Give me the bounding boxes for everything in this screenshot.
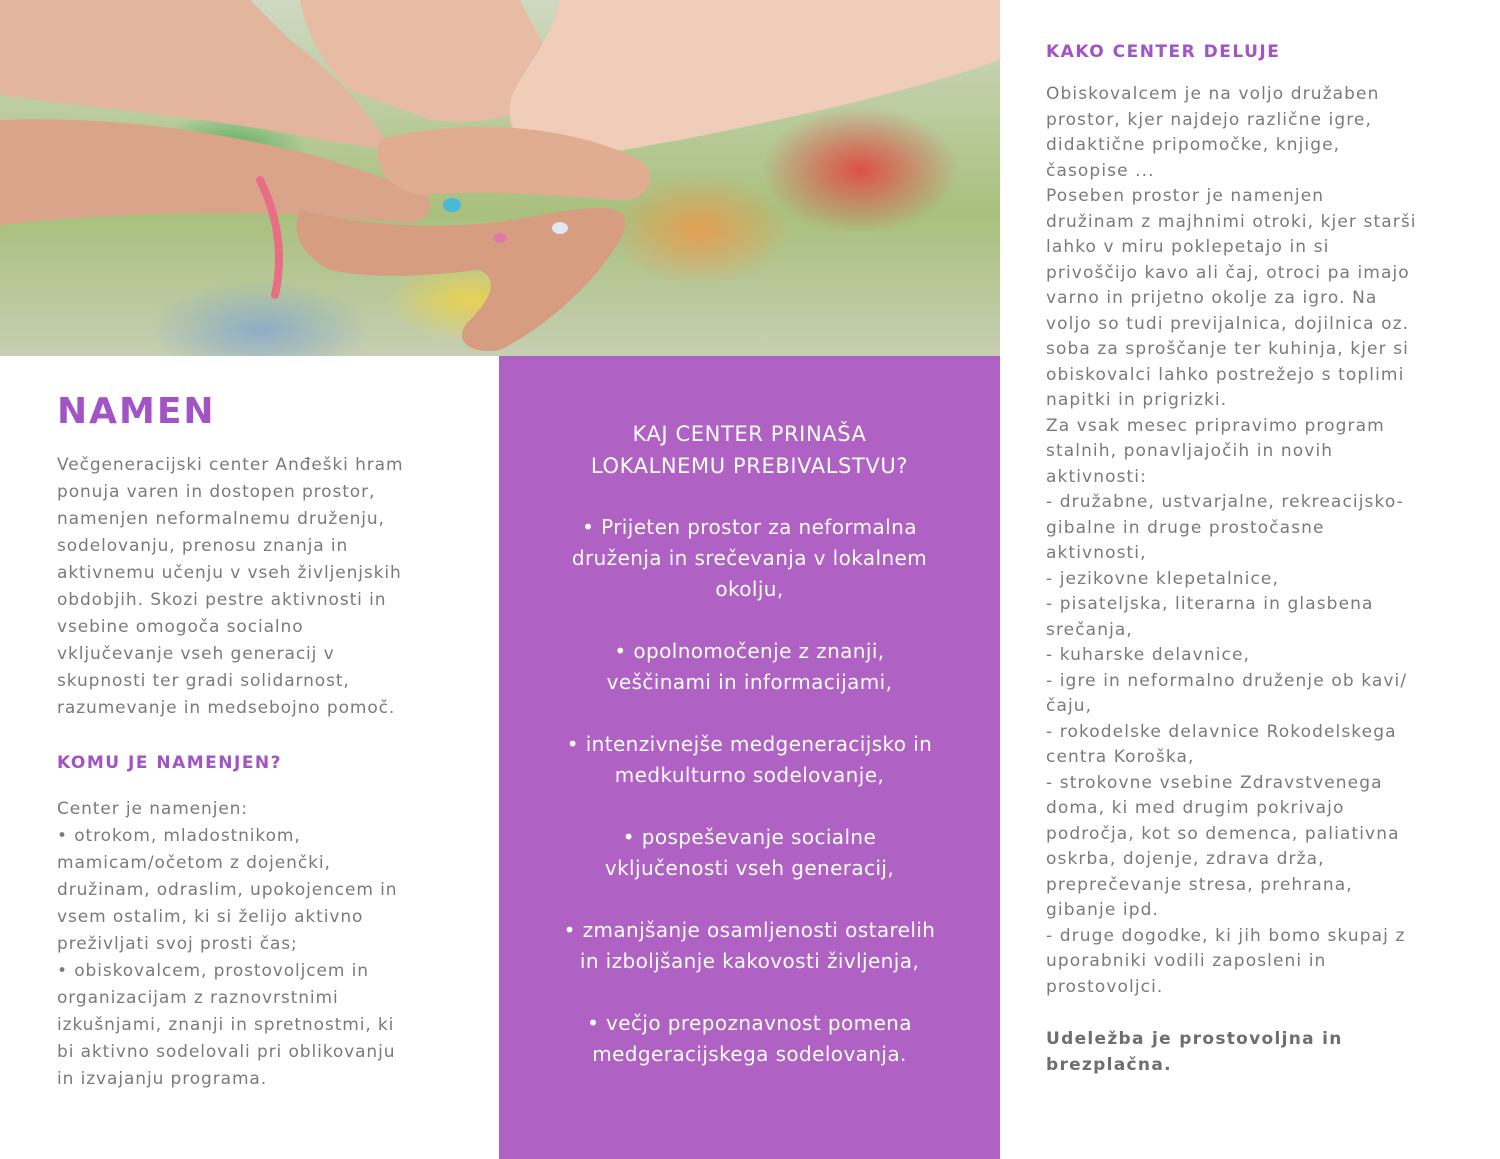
stacked-hands-photo: [0, 0, 1000, 356]
operation-section: [1046, 40, 1476, 1078]
benefits-panel: [499, 356, 1000, 1159]
benefit-item: • večjo prepoznavnost pomena medgeracijskega sodelovanja.: [587, 1011, 912, 1066]
purpose-intro: Večgeneracijski center Anđeški hram ponuja varen in dostopen prostor, namenjen neformalnemu druženju, sodelovanju, prenosu znanja in aktivnemu učenju v vseh življenjskih obdobjih. Skozi pestre aktivnosti in vsebine omogoča socialno vključevanje vseh generacij v skupnosti ter gradi solidarnost, razumevanje in medsebojno pomoč.: [57, 455, 404, 718]
participation-note: Udeležba je prostovoljna in brezplačna.: [1046, 1029, 1343, 1075]
operation-title: KAKO CENTER DELUJE: [1046, 42, 1281, 62]
stacked-hands-icon: [0, 0, 1000, 356]
benefit-item: • opolnomočenje z znanji, veščinami in informacijami,: [606, 639, 893, 694]
benefits-title: KAJ CENTER PRINAŠA LOKALNEMU PREBIVALSTVU?: [590, 422, 909, 478]
benefits-list: [499, 512, 1000, 1070]
benefit-item: • pospeševanje socialne vključenosti vseh generacij,: [604, 825, 895, 880]
benefit-item: • zmanjšanje osamljenosti ostarelih in izboljšanje kakovosti življenja,: [563, 918, 936, 973]
operation-text: Obiskovalcem je na voljo družaben prostor, kjer najdejo različne igre, didaktične pripomočke, knjige, časopise ... Poseben prostor je namenjen družinam z majhnimi otroki, kjer starši lahko v miru poklepetajo in si privoščijo kavo ali čaj, otroci pa imajo varno in prijetno okolje za igro. Na voljo so tudi previjalnica, dojilnica oz. soba za sproščanje ter kuhinja, kjer si obiskovalci lahko postrežejo s toplimi napitki in prigrizki. Za vsak mesec pripravimo program stalnih, ponavljajočih in novih aktivnosti: - družabne, ustvarjalne, rekreacijsko- gibalne in druge prostočasne aktivnosti, - jezikovne klepetalnice, - pisateljska, literarna in glasbena srečanja, - kuharske delavnice, - igre in neformalno druženje ob kavi/ čaju, - rokodelske delavnice Rokodelskega centra Koroška, - strokovne vsebine Zdravstvenega doma, ki med drugim pokrivajo področja, kot so demenca, paliativna oskrba, dojenje, zdrava drža, preprečevanje stresa, prehrana, gibanje ipd. - druge dogodke, ki jih bomo skupaj z uporabniki vodili zaposleni in prostovoljci.: [1046, 84, 1417, 997]
audience-title: KOMU JE NAMENJEN?: [57, 753, 283, 773]
audience-text: Center je namenjen: • otrokom, mladostnikom, mamicam/očetom z dojenčki, družinam, odraslim, upokojencem in vsem ostalim, ki si želijo aktivno preživljati svoj prosti čas; • obiskovalcem, prostovoljcem in organizacijam z raznovrstnimi izkušnjami, znanji in spretnostmi, ki bi aktivno sodelovali pri oblikovanju in izvajanju programa.: [57, 799, 398, 1089]
benefit-item: • intenzivnejše medgeneracijsko in medkulturno sodelovanje,: [566, 732, 933, 787]
namen-title: NAMEN: [57, 391, 216, 432]
benefit-item: • Prijeten prostor za neformalna druženja in srečevanja v lokalnem okolju,: [571, 515, 928, 601]
purpose-section: [57, 390, 477, 1093]
